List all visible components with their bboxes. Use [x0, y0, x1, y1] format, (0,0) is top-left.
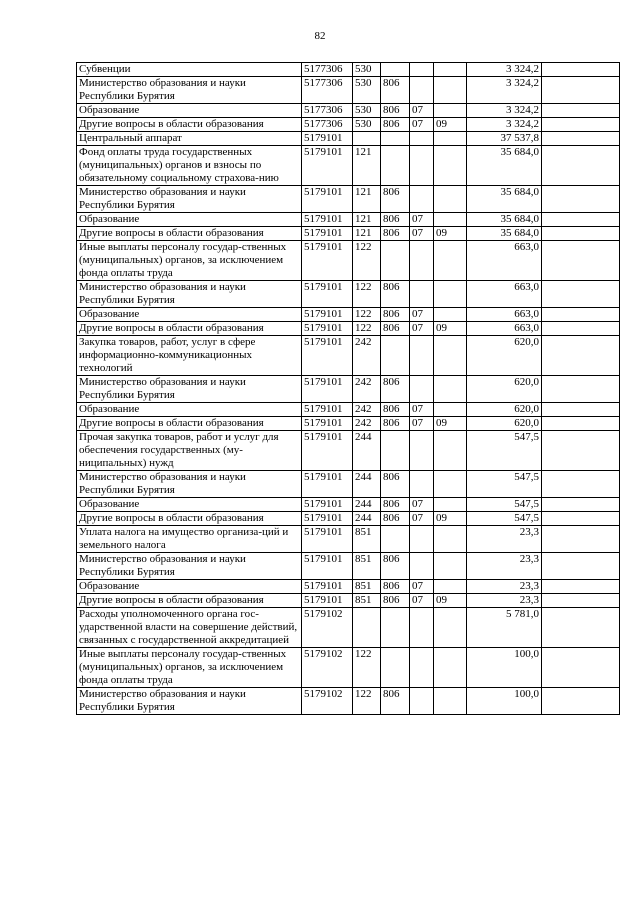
expense-name-cell: Другие вопросы в области образования [77, 417, 302, 431]
empty-column-cell [542, 553, 620, 580]
expense-type-cell: 851 [353, 526, 381, 553]
amount-cell: 35 684,0 [467, 213, 542, 227]
administrator-code-cell [381, 526, 410, 553]
administrator-code-cell [381, 648, 410, 688]
expense-name-cell: Образование [77, 213, 302, 227]
subsection-cell [434, 688, 467, 715]
subsection-cell: 09 [434, 594, 467, 608]
subsection-cell [434, 580, 467, 594]
amount-cell: 23,3 [467, 553, 542, 580]
expense-type-cell: 122 [353, 648, 381, 688]
expense-type-cell: 121 [353, 213, 381, 227]
administrator-code-cell [381, 431, 410, 471]
amount-cell: 620,0 [467, 376, 542, 403]
subsection-cell [434, 471, 467, 498]
target-article-cell: 5179101 [302, 186, 353, 213]
subsection-cell [434, 63, 467, 77]
section-cell [410, 241, 434, 281]
administrator-code-cell [381, 63, 410, 77]
empty-column-cell [542, 403, 620, 417]
expense-type-cell: 530 [353, 63, 381, 77]
target-article-cell: 5179101 [302, 227, 353, 241]
subsection-cell [434, 281, 467, 308]
expense-name-cell: Образование [77, 580, 302, 594]
table-row [77, 648, 620, 688]
expense-type-cell: 242 [353, 403, 381, 417]
section-cell [410, 608, 434, 648]
amount-cell: 23,3 [467, 594, 542, 608]
table-row [77, 553, 620, 580]
administrator-code-cell: 806 [381, 498, 410, 512]
subsection-cell [434, 104, 467, 118]
target-article-cell: 5179101 [302, 213, 353, 227]
expense-name-cell: Фонд оплаты труда государственных (муниципальных) органов и взносы по обязательному социальному страхова-нию [77, 146, 302, 186]
empty-column-cell [542, 281, 620, 308]
amount-cell: 23,3 [467, 526, 542, 553]
section-cell [410, 146, 434, 186]
expense-name-cell: Министерство образования и науки Республики Бурятия [77, 471, 302, 498]
expense-name-cell: Министерство образования и науки Республики Бурятия [77, 553, 302, 580]
expense-name-cell: Другие вопросы в области образования [77, 118, 302, 132]
amount-cell: 5 781,0 [467, 608, 542, 648]
administrator-code-cell: 806 [381, 417, 410, 431]
target-article-cell: 5179101 [302, 336, 353, 376]
empty-column-cell [542, 186, 620, 213]
target-article-cell: 5179102 [302, 608, 353, 648]
section-cell: 07 [410, 227, 434, 241]
table-row [77, 63, 620, 77]
empty-column-cell [542, 227, 620, 241]
expense-name-cell: Министерство образования и науки Республики Бурятия [77, 77, 302, 104]
target-article-cell: 5179101 [302, 146, 353, 186]
empty-column-cell [542, 580, 620, 594]
subsection-cell [434, 553, 467, 580]
empty-column-cell [542, 471, 620, 498]
target-article-cell: 5179101 [302, 132, 353, 146]
target-article-cell: 5179101 [302, 594, 353, 608]
target-article-cell: 5179102 [302, 648, 353, 688]
subsection-cell [434, 77, 467, 104]
target-article-cell: 5179102 [302, 688, 353, 715]
subsection-cell: 09 [434, 322, 467, 336]
section-cell [410, 132, 434, 146]
expense-name-cell: Министерство образования и науки Республики Бурятия [77, 688, 302, 715]
administrator-code-cell: 806 [381, 104, 410, 118]
section-cell [410, 77, 434, 104]
table-row [77, 403, 620, 417]
amount-cell: 547,5 [467, 471, 542, 498]
table-row [77, 186, 620, 213]
amount-cell: 37 537,8 [467, 132, 542, 146]
expense-name-cell: Уплата налога на имущество организа-ций и земельного налога [77, 526, 302, 553]
amount-cell: 663,0 [467, 241, 542, 281]
empty-column-cell [542, 308, 620, 322]
amount-cell: 547,5 [467, 498, 542, 512]
table-row [77, 146, 620, 186]
expense-type-cell [353, 608, 381, 648]
expense-type-cell: 530 [353, 77, 381, 104]
target-article-cell: 5179101 [302, 526, 353, 553]
target-article-cell: 5179101 [302, 308, 353, 322]
expense-type-cell: 851 [353, 553, 381, 580]
amount-cell: 620,0 [467, 417, 542, 431]
administrator-code-cell: 806 [381, 580, 410, 594]
administrator-code-cell: 806 [381, 213, 410, 227]
amount-cell: 3 324,2 [467, 118, 542, 132]
table-row [77, 498, 620, 512]
administrator-code-cell [381, 608, 410, 648]
section-cell: 07 [410, 594, 434, 608]
section-cell [410, 281, 434, 308]
table-row [77, 336, 620, 376]
subsection-cell [434, 308, 467, 322]
administrator-code-cell [381, 132, 410, 146]
expense-name-cell: Субвенции [77, 63, 302, 77]
target-article-cell: 5179101 [302, 322, 353, 336]
expense-type-cell: 122 [353, 322, 381, 336]
empty-column-cell [542, 417, 620, 431]
amount-cell: 35 684,0 [467, 146, 542, 186]
target-article-cell: 5179101 [302, 512, 353, 526]
budget-table [76, 62, 620, 715]
table-row [77, 322, 620, 336]
section-cell: 07 [410, 213, 434, 227]
section-cell [410, 471, 434, 498]
expense-type-cell: 851 [353, 594, 381, 608]
table-row [77, 213, 620, 227]
administrator-code-cell: 806 [381, 471, 410, 498]
table-row [77, 417, 620, 431]
amount-cell: 3 324,2 [467, 104, 542, 118]
target-article-cell: 5179101 [302, 376, 353, 403]
subsection-cell [434, 498, 467, 512]
section-cell: 07 [410, 308, 434, 322]
empty-column-cell [542, 594, 620, 608]
section-cell: 07 [410, 580, 434, 594]
expense-type-cell: 122 [353, 688, 381, 715]
target-article-cell: 5179101 [302, 580, 353, 594]
subsection-cell [434, 376, 467, 403]
expense-type-cell [353, 132, 381, 146]
amount-cell: 547,5 [467, 431, 542, 471]
expense-type-cell: 242 [353, 376, 381, 403]
subsection-cell: 09 [434, 512, 467, 526]
subsection-cell [434, 186, 467, 213]
expense-type-cell: 242 [353, 336, 381, 376]
amount-cell: 23,3 [467, 580, 542, 594]
table-row [77, 580, 620, 594]
subsection-cell [434, 608, 467, 648]
expense-type-cell: 122 [353, 281, 381, 308]
amount-cell: 663,0 [467, 322, 542, 336]
expense-type-cell: 121 [353, 186, 381, 213]
administrator-code-cell: 806 [381, 308, 410, 322]
empty-column-cell [542, 336, 620, 376]
empty-column-cell [542, 132, 620, 146]
target-article-cell: 5179101 [302, 403, 353, 417]
target-article-cell: 5179101 [302, 431, 353, 471]
amount-cell: 100,0 [467, 688, 542, 715]
subsection-cell [434, 526, 467, 553]
expense-name-cell: Министерство образования и науки Республики Бурятия [77, 281, 302, 308]
empty-column-cell [542, 104, 620, 118]
table-row [77, 688, 620, 715]
table-row [77, 594, 620, 608]
section-cell: 07 [410, 417, 434, 431]
table-row [77, 608, 620, 648]
amount-cell: 547,5 [467, 512, 542, 526]
table-row [77, 431, 620, 471]
section-cell [410, 63, 434, 77]
subsection-cell [434, 431, 467, 471]
administrator-code-cell: 806 [381, 118, 410, 132]
empty-column-cell [542, 63, 620, 77]
administrator-code-cell [381, 146, 410, 186]
expense-type-cell: 121 [353, 146, 381, 186]
table-row [77, 376, 620, 403]
expense-name-cell: Министерство образования и науки Республики Бурятия [77, 376, 302, 403]
expense-name-cell: Центральный аппарат [77, 132, 302, 146]
section-cell [410, 648, 434, 688]
administrator-code-cell: 806 [381, 403, 410, 417]
subsection-cell [434, 403, 467, 417]
section-cell [410, 431, 434, 471]
table-row [77, 308, 620, 322]
expense-type-cell: 530 [353, 118, 381, 132]
administrator-code-cell: 806 [381, 553, 410, 580]
administrator-code-cell: 806 [381, 186, 410, 213]
expense-name-cell: Иные выплаты персоналу государ-ственных (муниципальных) органов, за исключением фонда оплаты труда [77, 241, 302, 281]
expense-type-cell: 244 [353, 498, 381, 512]
table-row [77, 526, 620, 553]
empty-column-cell [542, 376, 620, 403]
table-row [77, 241, 620, 281]
empty-column-cell [542, 608, 620, 648]
table-row [77, 118, 620, 132]
section-cell: 07 [410, 403, 434, 417]
amount-cell: 663,0 [467, 308, 542, 322]
table-row [77, 471, 620, 498]
section-cell: 07 [410, 498, 434, 512]
table-row [77, 132, 620, 146]
section-cell: 07 [410, 512, 434, 526]
section-cell: 07 [410, 104, 434, 118]
administrator-code-cell [381, 241, 410, 281]
target-article-cell: 5179101 [302, 417, 353, 431]
subsection-cell [434, 213, 467, 227]
expense-name-cell: Другие вопросы в области образования [77, 594, 302, 608]
expense-type-cell: 122 [353, 241, 381, 281]
empty-column-cell [542, 241, 620, 281]
subsection-cell: 09 [434, 227, 467, 241]
subsection-cell [434, 146, 467, 186]
administrator-code-cell: 806 [381, 594, 410, 608]
expense-name-cell: Другие вопросы в области образования [77, 512, 302, 526]
target-article-cell: 5177306 [302, 63, 353, 77]
expense-name-cell: Другие вопросы в области образования [77, 227, 302, 241]
section-cell [410, 553, 434, 580]
expense-type-cell: 530 [353, 104, 381, 118]
amount-cell: 3 324,2 [467, 77, 542, 104]
table-row [77, 281, 620, 308]
amount-cell: 663,0 [467, 281, 542, 308]
amount-cell: 620,0 [467, 336, 542, 376]
empty-column-cell [542, 213, 620, 227]
target-article-cell: 5177306 [302, 104, 353, 118]
section-cell [410, 376, 434, 403]
subsection-cell: 09 [434, 118, 467, 132]
empty-column-cell [542, 146, 620, 186]
expense-name-cell: Образование [77, 308, 302, 322]
amount-cell: 3 324,2 [467, 63, 542, 77]
table-row [77, 104, 620, 118]
administrator-code-cell: 806 [381, 77, 410, 104]
expense-type-cell: 851 [353, 580, 381, 594]
expense-name-cell: Образование [77, 403, 302, 417]
subsection-cell [434, 648, 467, 688]
empty-column-cell [542, 431, 620, 471]
section-cell: 07 [410, 322, 434, 336]
target-article-cell: 5177306 [302, 77, 353, 104]
empty-column-cell [542, 322, 620, 336]
empty-column-cell [542, 526, 620, 553]
target-article-cell: 5179101 [302, 281, 353, 308]
subsection-cell: 09 [434, 417, 467, 431]
table-row [77, 227, 620, 241]
empty-column-cell [542, 688, 620, 715]
section-cell [410, 186, 434, 213]
empty-column-cell [542, 512, 620, 526]
target-article-cell: 5179101 [302, 471, 353, 498]
target-article-cell: 5179101 [302, 498, 353, 512]
amount-cell: 35 684,0 [467, 186, 542, 213]
expense-type-cell: 121 [353, 227, 381, 241]
subsection-cell [434, 132, 467, 146]
expense-name-cell: Другие вопросы в области образования [77, 322, 302, 336]
administrator-code-cell [381, 336, 410, 376]
empty-column-cell [542, 498, 620, 512]
administrator-code-cell: 806 [381, 688, 410, 715]
administrator-code-cell: 806 [381, 227, 410, 241]
expense-type-cell: 242 [353, 417, 381, 431]
administrator-code-cell: 806 [381, 512, 410, 526]
empty-column-cell [542, 118, 620, 132]
section-cell [410, 688, 434, 715]
budget-table-body [77, 63, 620, 715]
target-article-cell: 5179101 [302, 241, 353, 281]
expense-name-cell: Образование [77, 498, 302, 512]
expense-name-cell: Министерство образования и науки Республики Бурятия [77, 186, 302, 213]
target-article-cell: 5177306 [302, 118, 353, 132]
section-cell [410, 336, 434, 376]
target-article-cell: 5179101 [302, 553, 353, 580]
section-cell: 07 [410, 118, 434, 132]
section-cell [410, 526, 434, 553]
expense-name-cell: Расходы уполномоченного органа гос-ударственной власти на совершение действий, связанных с государственной аккредитацией [77, 608, 302, 648]
page-number: 82 [314, 30, 326, 42]
expense-type-cell: 244 [353, 512, 381, 526]
table-row [77, 512, 620, 526]
administrator-code-cell: 806 [381, 376, 410, 403]
table-row [77, 77, 620, 104]
expense-name-cell: Образование [77, 104, 302, 118]
subsection-cell [434, 241, 467, 281]
amount-cell: 620,0 [467, 403, 542, 417]
empty-column-cell [542, 648, 620, 688]
expense-type-cell: 122 [353, 308, 381, 322]
empty-column-cell [542, 77, 620, 104]
subsection-cell [434, 336, 467, 376]
expense-type-cell: 244 [353, 471, 381, 498]
expense-name-cell: Прочая закупка товаров, работ и услуг для обеспечения государственных (му-ниципальных) нужд [77, 431, 302, 471]
amount-cell: 35 684,0 [467, 227, 542, 241]
administrator-code-cell: 806 [381, 281, 410, 308]
expense-type-cell: 244 [353, 431, 381, 471]
amount-cell: 100,0 [467, 648, 542, 688]
expense-name-cell: Закупка товаров, работ, услуг в сфере информационно-коммуникационных технологий [77, 336, 302, 376]
administrator-code-cell: 806 [381, 322, 410, 336]
expense-name-cell: Иные выплаты персоналу государ-ственных (муниципальных) органов, за исключением фонда оплаты труда [77, 648, 302, 688]
